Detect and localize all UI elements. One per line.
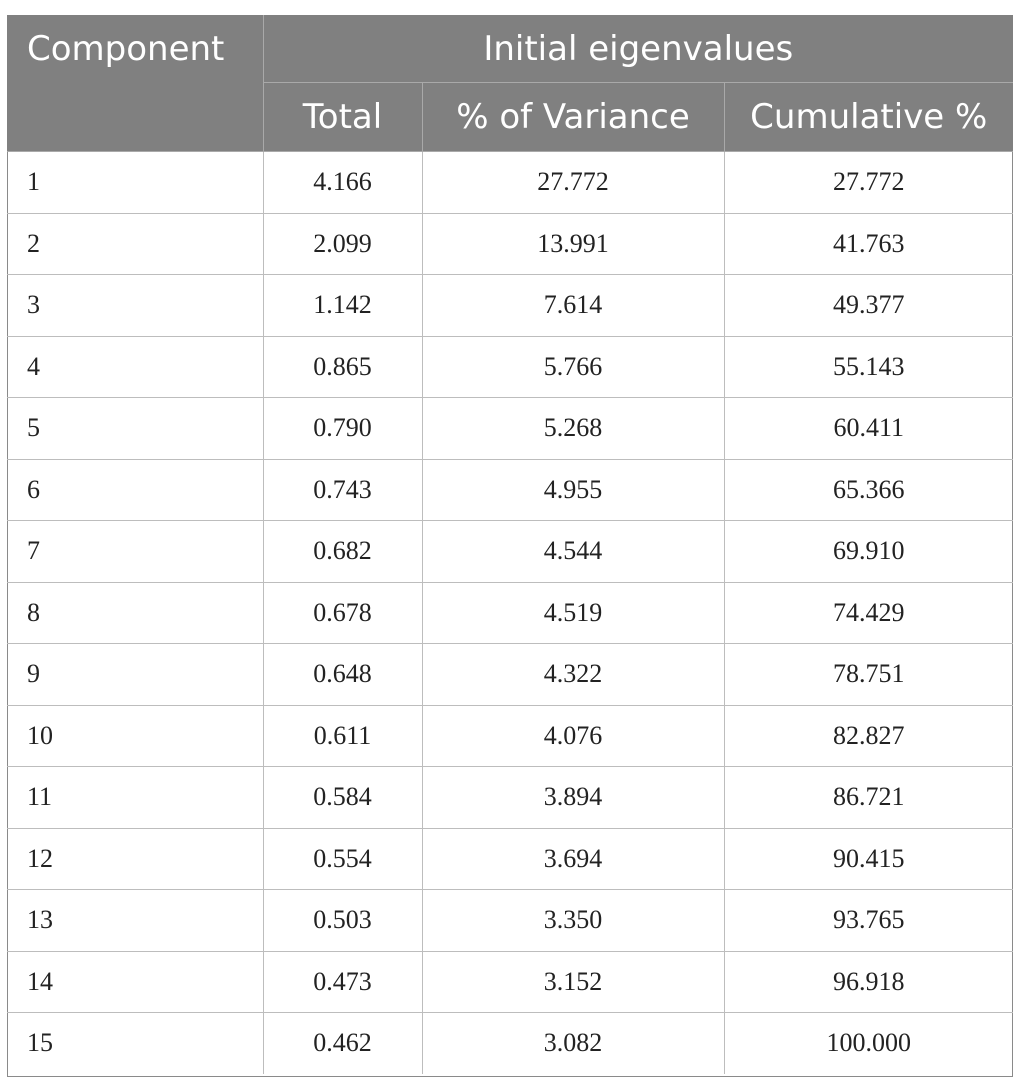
cumulative-cell: 41.763 <box>724 213 1013 275</box>
table-row <box>7 890 1013 952</box>
total-cell: 0.743 <box>263 459 422 521</box>
cumulative-cell: 82.827 <box>724 705 1013 767</box>
total-cell: 2.099 <box>263 213 422 275</box>
component-cell: 8 <box>7 582 263 644</box>
cumulative-cell: 69.910 <box>724 521 1013 583</box>
total-cell: 4.166 <box>263 152 422 214</box>
table-row <box>7 705 1013 767</box>
pct-variance-cell: 27.772 <box>422 152 724 214</box>
cumulative-cell: 78.751 <box>724 644 1013 706</box>
total-cell: 0.790 <box>263 398 422 460</box>
pct-variance-cell: 5.268 <box>422 398 724 460</box>
pct-variance-cell: 3.350 <box>422 890 724 952</box>
component-cell: 9 <box>7 644 263 706</box>
component-cell: 7 <box>7 521 263 583</box>
cumulative-cell: 60.411 <box>724 398 1013 460</box>
pct-variance-cell: 3.152 <box>422 951 724 1013</box>
component-cell: 11 <box>7 767 263 829</box>
pct-variance-cell: 3.082 <box>422 1013 724 1074</box>
total-cell: 0.865 <box>263 336 422 398</box>
cumulative-cell: 90.415 <box>724 828 1013 890</box>
component-cell: 14 <box>7 951 263 1013</box>
component-cell: 4 <box>7 336 263 398</box>
cumulative-cell: 55.143 <box>724 336 1013 398</box>
component-cell: 2 <box>7 213 263 275</box>
pct-variance-cell: 5.766 <box>422 336 724 398</box>
table-row <box>7 644 1013 706</box>
cumulative-column-header: Cumulative % <box>724 83 1013 152</box>
total-column-header: Total <box>263 83 422 152</box>
pct-variance-cell: 4.955 <box>422 459 724 521</box>
pct-variance-cell: 13.991 <box>422 213 724 275</box>
total-cell: 0.682 <box>263 521 422 583</box>
pct-variance-cell: 7.614 <box>422 275 724 337</box>
total-cell: 0.462 <box>263 1013 422 1074</box>
total-cell: 0.503 <box>263 890 422 952</box>
total-cell: 0.554 <box>263 828 422 890</box>
cumulative-cell: 93.765 <box>724 890 1013 952</box>
table-row <box>7 398 1013 460</box>
total-cell: 0.678 <box>263 582 422 644</box>
pct-variance-cell: 4.544 <box>422 521 724 583</box>
table-row <box>7 275 1013 337</box>
total-cell: 0.648 <box>263 644 422 706</box>
component-cell: 1 <box>7 152 263 214</box>
table-body <box>7 152 1013 1074</box>
pct-variance-column-header: % of Variance <box>422 83 724 152</box>
cumulative-cell: 96.918 <box>724 951 1013 1013</box>
total-cell: 1.142 <box>263 275 422 337</box>
cumulative-cell: 49.377 <box>724 275 1013 337</box>
total-cell: 0.611 <box>263 705 422 767</box>
eigenvalues-table <box>7 15 1013 1074</box>
cumulative-cell: 86.721 <box>724 767 1013 829</box>
component-column-header: Component <box>7 15 263 152</box>
table-row <box>7 336 1013 398</box>
cumulative-cell: 74.429 <box>724 582 1013 644</box>
component-cell: 12 <box>7 828 263 890</box>
pct-variance-cell: 4.519 <box>422 582 724 644</box>
cumulative-cell: 100.000 <box>826 1028 912 1058</box>
component-cell: 10 <box>7 705 263 767</box>
initial-eigenvalues-group-header: Initial eigenvalues <box>263 15 1013 83</box>
pct-variance-cell: 3.694 <box>422 828 724 890</box>
cumulative-cell: 65.366 <box>724 459 1013 521</box>
pct-variance-cell: 4.076 <box>422 705 724 767</box>
total-cell: 0.473 <box>263 951 422 1013</box>
component-cell: 5 <box>7 398 263 460</box>
table-row <box>7 521 1013 583</box>
header-row-group <box>7 15 1013 83</box>
component-cell: 6 <box>7 459 263 521</box>
pct-variance-cell: 4.322 <box>422 644 724 706</box>
pct-variance-cell: 3.894 <box>422 767 724 829</box>
table-row <box>7 767 1013 829</box>
table-row <box>7 1013 1013 1074</box>
component-cell: 15 <box>7 1013 263 1074</box>
total-cell: 0.584 <box>263 767 422 829</box>
table-row <box>7 828 1013 890</box>
table-row <box>7 582 1013 644</box>
component-cell: 13 <box>7 890 263 952</box>
table-header <box>7 15 1013 152</box>
table-row <box>7 152 1013 214</box>
table-row <box>7 951 1013 1013</box>
cumulative-cell: 27.772 <box>724 152 1013 214</box>
table-row <box>7 459 1013 521</box>
table-row <box>7 213 1013 275</box>
component-cell: 3 <box>7 275 263 337</box>
